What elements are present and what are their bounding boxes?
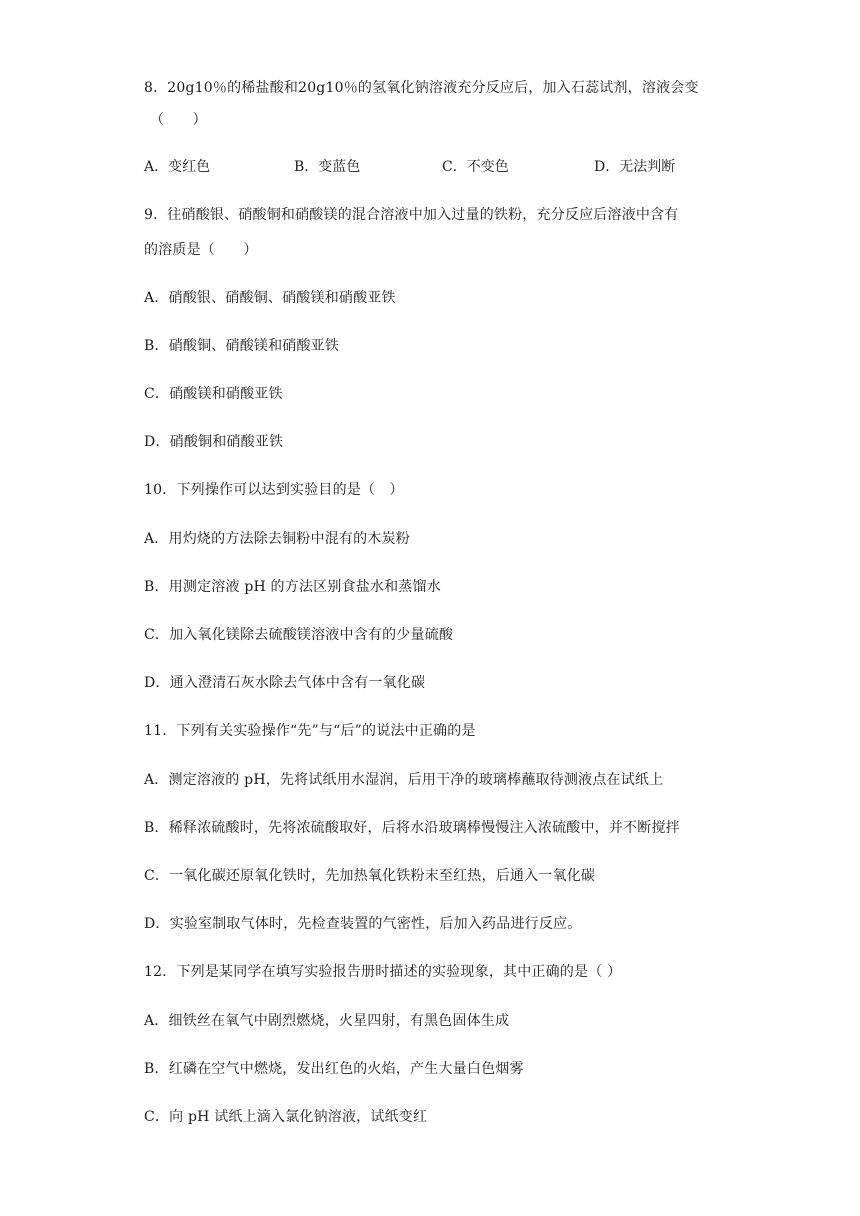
question-9-option-d: D．硝酸铜和硝酸亚铁 bbox=[144, 434, 284, 450]
question-9-option-c: C．硝酸镁和硝酸亚铁 bbox=[144, 386, 283, 402]
question-8-option-d: D．无法判断 bbox=[594, 159, 676, 175]
question-8-option-b: B．变蓝色 bbox=[294, 159, 361, 175]
question-10-option-c: C．加入氧化镁除去硫酸镁溶液中含有的少量硫酸 bbox=[144, 627, 454, 643]
question-8-option-c: C．不变色 bbox=[442, 159, 509, 175]
question-12-stem: 12．下列是某同学在填写实验报告册时描述的实验现象，其中正确的是（ ） bbox=[144, 964, 622, 980]
question-11-option-d: D．实验室制取气体时，先检查装置的气密性，后加入药品进行反应。 bbox=[144, 916, 582, 932]
question-9-option-b: B．硝酸铜、硝酸镁和硝酸亚铁 bbox=[144, 338, 340, 354]
question-11-option-a: A．测定溶液的 pH，先将试纸用水湿润，后用干净的玻璃棒蘸取待测液点在试纸上 bbox=[144, 772, 664, 788]
question-10-option-a: A．用灼烧的方法除去铜粉中混有的木炭粉 bbox=[144, 531, 410, 547]
question-12-option-c: C．向 pH 试纸上滴入氯化钠溶液，试纸变红 bbox=[144, 1109, 428, 1125]
question-8-stem-line2: （ ） bbox=[150, 112, 207, 128]
question-9-option-a: A．硝酸银、硝酸铜、硝酸镁和硝酸亚铁 bbox=[144, 290, 396, 306]
question-9-stem-line1: 9．往硝酸银、硝酸铜和硝酸镁的混合溶液中加入过量的铁粉，充分反应后溶液中含有 bbox=[144, 207, 679, 223]
question-10-stem: 10．下列操作可以达到实验目的是（ ） bbox=[144, 482, 404, 498]
question-10-option-d: D．通入澄清石灰水除去气体中含有一氧化碳 bbox=[144, 675, 426, 691]
question-8-stem-line1: 8．20g10％的稀盐酸和20g10％的氢氧化钠溶液充分反应后，加入石蕊试剂，溶液会变 bbox=[144, 80, 699, 96]
question-10-option-b: B．用测定溶液 pH 的方法区别食盐水和蒸馏水 bbox=[144, 579, 441, 595]
question-8-option-a: A．变红色 bbox=[144, 159, 211, 175]
question-11-stem: 11．下列有关实验操作“先”与“后”的说法中正确的是 bbox=[144, 723, 476, 739]
question-12-option-b: B．红磷在空气中燃烧，发出红色的火焰，产生大量白色烟雾 bbox=[144, 1061, 524, 1077]
question-11-option-c: C．一氧化碳还原氧化铁时，先加热氧化铁粉末至红热，后通入一氧化碳 bbox=[144, 868, 596, 884]
question-12-option-a: A．细铁丝在氧气中剧烈燃烧，火星四射，有黑色固体生成 bbox=[144, 1013, 510, 1029]
question-8-options bbox=[144, 158, 764, 178]
question-11-option-b: B．稀释浓硫酸时，先将浓硫酸取好，后将水沿玻璃棒慢慢注入浓硫酸中，并不断搅拌 bbox=[144, 820, 680, 836]
question-9-stem-line2: 的溶质是（ ） bbox=[144, 242, 258, 258]
